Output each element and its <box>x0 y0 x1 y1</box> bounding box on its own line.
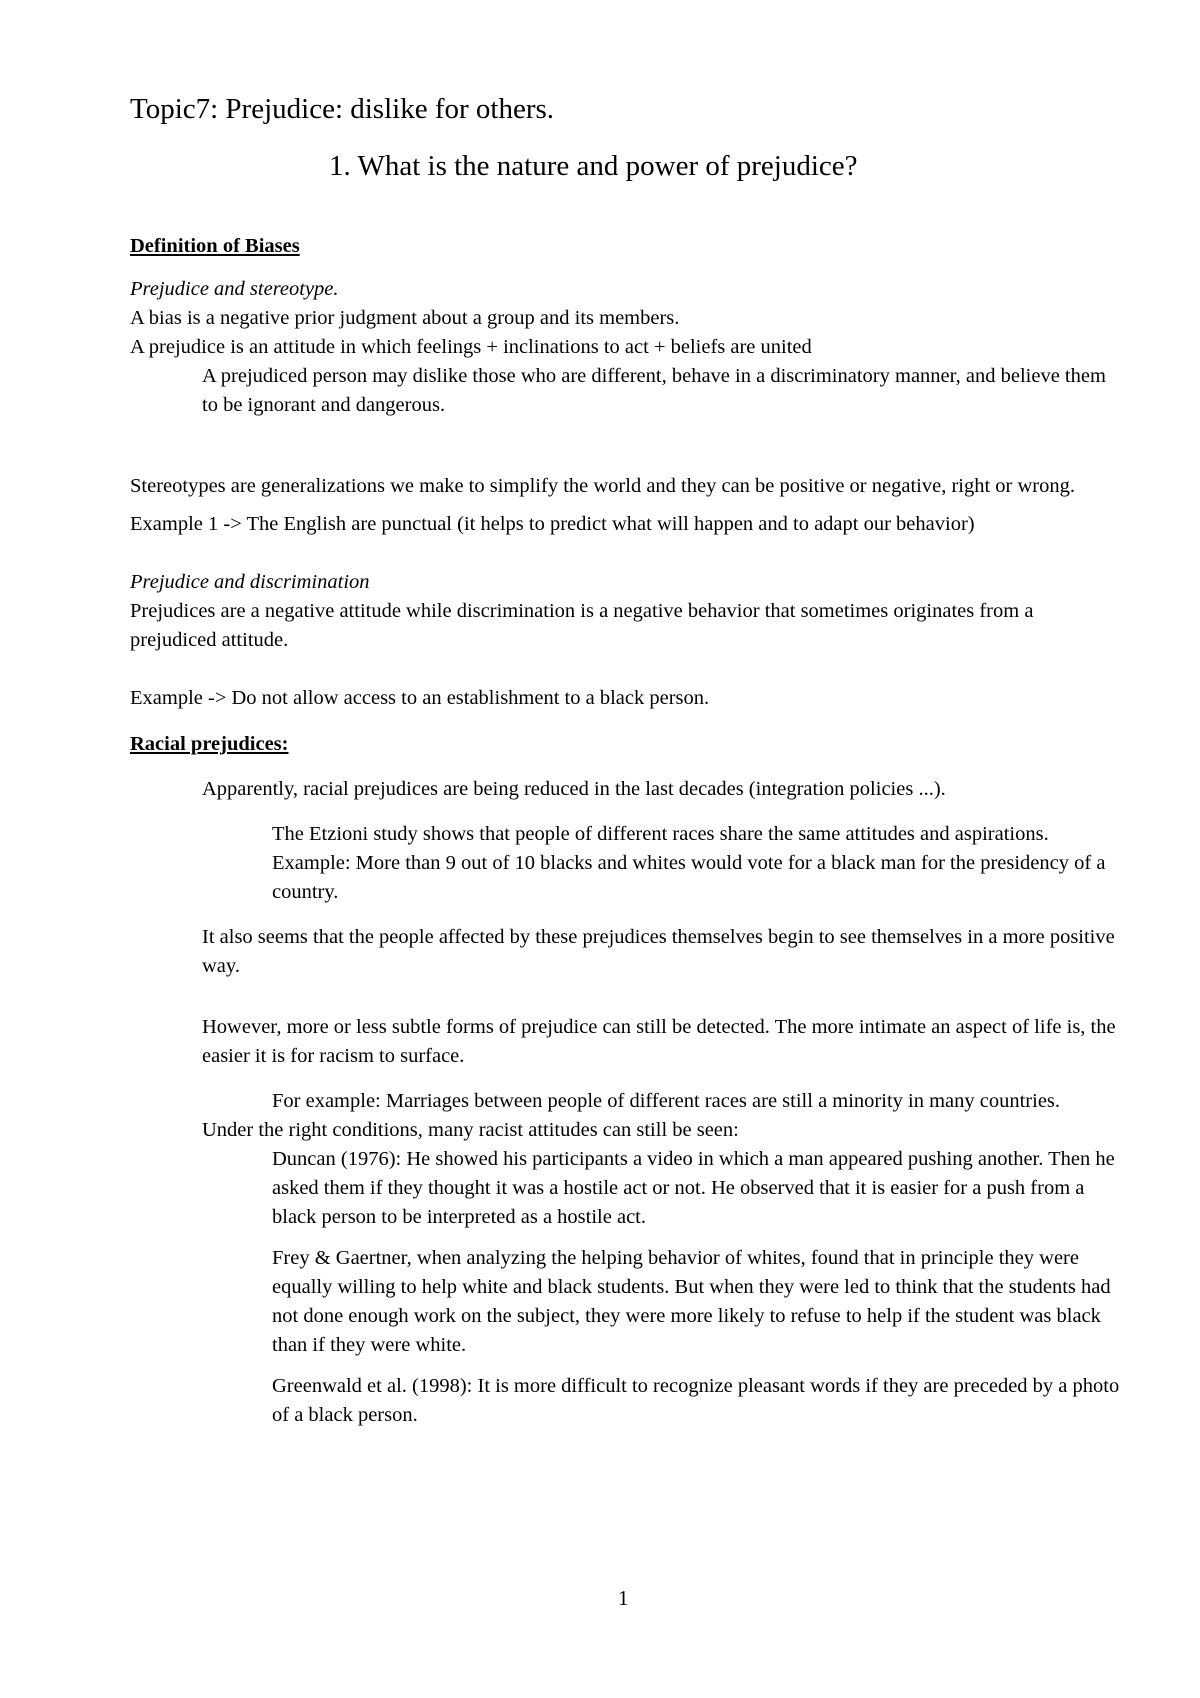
bullet-text: Apparently, racial prejudices are being reduced in the last decades (integration policies ...). <box>202 778 946 800</box>
frey-gaertner-study-text: Frey & Gaertner, when analyzing the helping behavior of whites, found that in principle they were equally willing to help white and black students. But when they were led to think that the students had not done enough work on the subject, they were more likely to refuse to help if the student was black than if they were white. <box>272 1247 1111 1356</box>
page-number: 1 <box>618 1586 629 1610</box>
bullet-text: Under the right conditions, many racist attitudes can still be seen: <box>202 1119 739 1141</box>
bullet-item <box>130 923 1120 981</box>
prejudice-definition: A prejudice is an attitude in which feelings + inclinations to act + beliefs are united <box>130 336 812 358</box>
prejudice-stereotype-subheading: Prejudice and stereotype. <box>130 278 339 300</box>
prejudiced-person-text: A prejudiced person may dislike those who are different, behave in a discriminatory manner, and believe them to be ignorant and dangerous. <box>202 365 1106 416</box>
bullet-item <box>130 1013 1120 1071</box>
duncan-study-text: Duncan (1976): He showed his participants a video in which a man appeared pushing another. Then he asked them if they thought it was a hostile act or not. He observed that it is easier for a push from a black person to be interpreted as a hostile act. <box>272 1148 1115 1228</box>
stereotypes-definition: Stereotypes are generalizations we make to simplify the world and they can be positive or negative, right or wrong. <box>130 475 1075 497</box>
section-question-heading: 1. What is the nature and power of prejudice? <box>329 150 858 182</box>
bullet-text: However, more or less subtle forms of prejudice can still be detected. The more intimate an aspect of life is, the easier it is for racism to surface. <box>202 1016 1116 1067</box>
document-body <box>130 232 1120 1430</box>
bullet-text: It also seems that the people affected by these prejudices themselves begin to see themselves in a more positive way. <box>202 926 1115 977</box>
marriages-example-text: For example: Marriages between people of different races are still a minority in many countries. <box>272 1090 1061 1112</box>
greenwald-study-text: Greenwald et al. (1998): It is more difficult to recognize pleasant words if they are preceded by a photo of a black person. <box>272 1375 1120 1426</box>
etzioni-study-text: The Etzioni study shows that people of different races share the same attitudes and aspirations. Example: More than 9 out of 10 blacks and whites would vote for a black man for the presidency of a country. <box>272 823 1106 903</box>
example-2: Example -> Do not allow access to an establishment to a black person. <box>130 687 710 709</box>
definition-heading: Definition of Biases <box>130 235 300 257</box>
bullet-item <box>130 775 1120 804</box>
bias-definition: A bias is a negative prior judgment about a group and its members. <box>130 307 680 329</box>
prejudice-vs-discrimination: Prejudices are a negative attitude while discrimination is a negative behavior that sometimes originates from a prejudiced attitude. <box>130 600 1034 651</box>
bullet-item <box>130 1116 1120 1145</box>
racial-prejudices-heading: Racial prejudices: <box>130 733 289 755</box>
page-title: Topic7: Prejudice: dislike for others. <box>130 93 555 125</box>
example-1: Example 1 -> The English are punctual (it helps to predict what will happen and to adapt our behavior) <box>130 513 975 535</box>
prejudice-discrimination-subheading: Prejudice and discrimination <box>130 571 370 593</box>
